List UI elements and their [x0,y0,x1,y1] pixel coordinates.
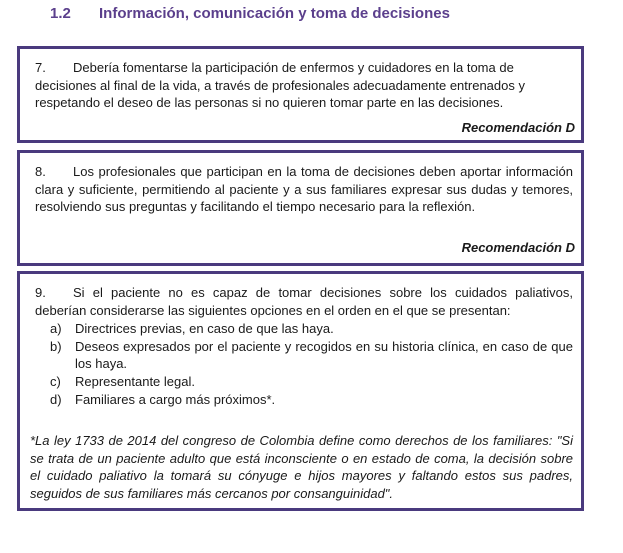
list-item [50,338,573,373]
recommendation-body: Debería fomentarse la participación de enfermos y cuidadores en la toma de decisiones al final de la vida, a través de profesionales adecuadamente entrenados y respetando el deseo de las personas si no quieren tomar parte en las decisiones. [35,60,525,111]
recommendation-number: 7. [35,60,46,75]
list-item [50,373,573,391]
option-text: Representante legal. [75,374,195,390]
section-heading [50,5,450,22]
list-item [50,320,573,338]
option-text: Directrices previas, en caso de que las haya. [75,321,334,336]
recommendation-box-7 [17,46,584,143]
footnote: *La ley 1733 de 2014 del congreso de Colombia define como derechos de los familiares: "Si se trata de un paciente adulto que está inconsciente o en estado de coma, la decisión sobre el cuidado paliativo la tomará su cónyuge e hijos mayores y faltando estos sus padres, seguidos de sus familiares más cercanos por consanguinidad". [30,433,573,502]
option-text: Familiares a cargo más próximos*. [75,391,276,407]
recommendation-number: 8. [35,164,46,179]
recommendation-grade: Recomendación D [461,120,575,135]
recommendation-box-9 [17,271,584,511]
recommendation-body: Los profesionales que participan en la toma de decisiones deben aportar información clara y suficiente, permitiendo al paciente y a sus familiares expresar sus dudas y temores, resolviendo sus preguntas y facilitando el tiempo necesario para la reflexión. [35,164,573,215]
recommendation-box-8 [17,150,584,266]
option-letter: d) [50,391,62,407]
recommendation-number: 9. [35,285,46,300]
recommendation-text [35,163,573,216]
option-list [50,320,573,409]
recommendation-text [35,284,573,319]
option-text: Deseos expresados por el paciente y recogidos en su historia clínica, en caso de que los haya. [75,338,573,372]
section-number: 1.2 [50,5,71,22]
recommendation-body: Si el paciente no es capaz de tomar decisiones sobre los cuidados paliativos, deberían considerarse las siguientes opciones en el orden en el que se presentan: [35,285,573,318]
option-letter: c) [50,374,61,390]
recommendation-grade: Recomendación D [461,240,575,255]
section-title: Información, comunicación y toma de decisiones [99,5,450,22]
recommendation-text [35,59,573,112]
option-letter: b) [50,338,62,354]
option-letter: a) [50,321,62,336]
list-item [50,391,573,409]
